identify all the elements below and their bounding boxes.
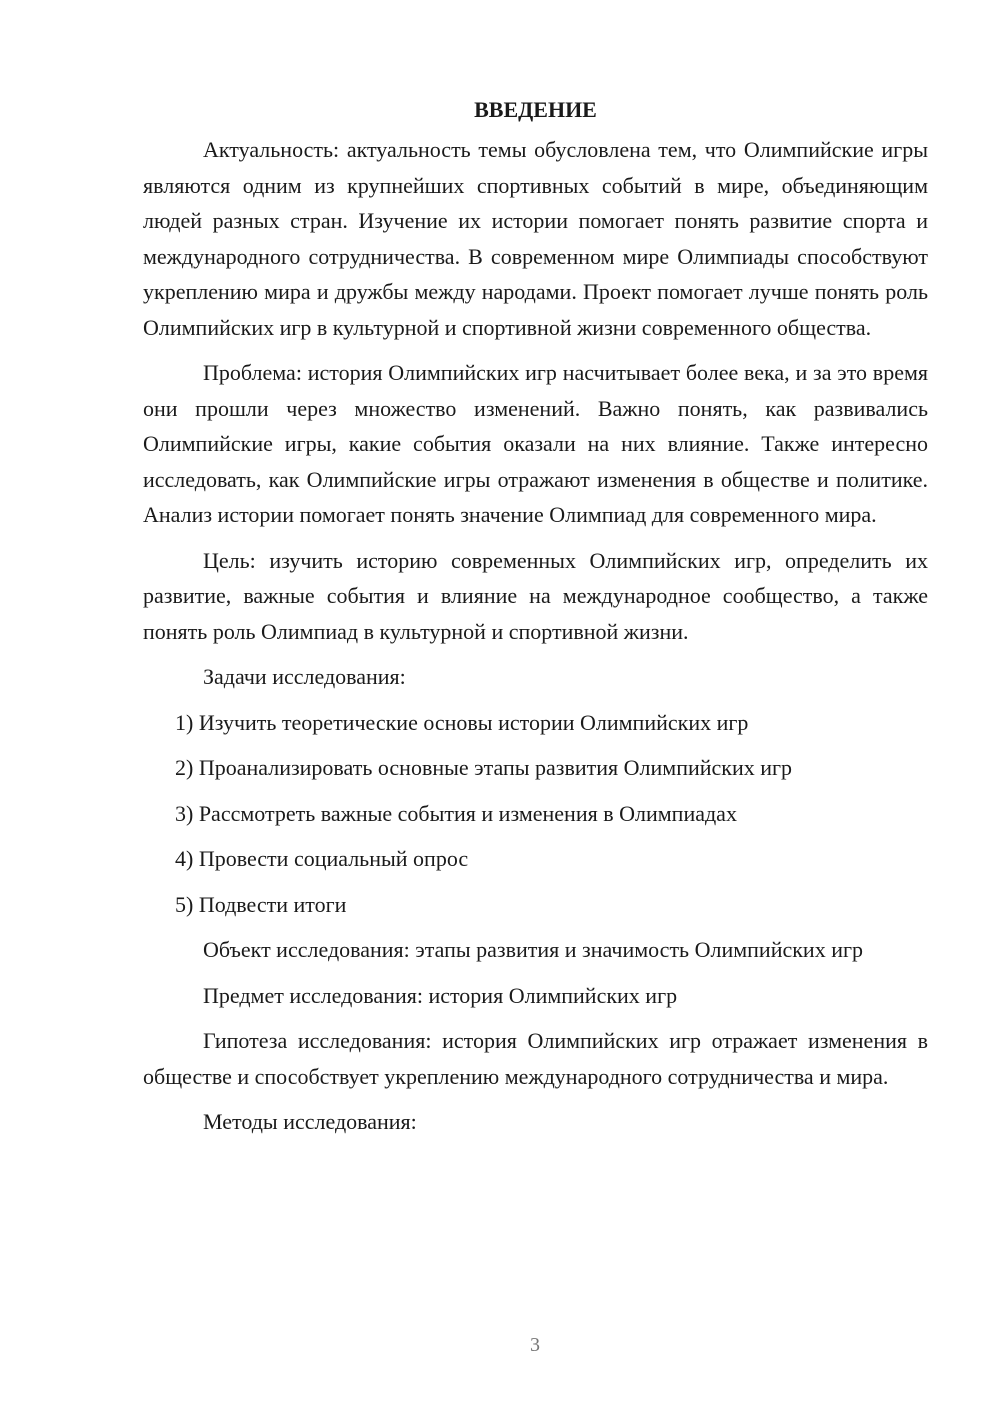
- document-title: ВВЕДЕНИЕ: [474, 97, 597, 122]
- paragraph-subject: Предмет исследования: история Олимпийских игр: [203, 982, 678, 1008]
- paragraph-hypothesis: Гипотеза исследования: история Олимпийских игр отражает изменения в обществе и способствует укреплению международного сотрудничества и мира.: [143, 1028, 928, 1089]
- paragraph-object: Объект исследования: этапы развития и значимость Олимпийских игр: [203, 937, 863, 962]
- list-item: 2) Проанализировать основные этапы развития Олимпийских игр: [175, 755, 793, 780]
- paragraph-goal: Цель: изучить историю современных Олимпийских игр, определить их развитие, важные события и влияние на международное сообщество, а также понять роль Олимпиад в культурной и спортивной жизни.: [143, 547, 928, 644]
- list-item: 5) Подвести итоги: [175, 891, 347, 917]
- document-page: [143, 92, 928, 1150]
- list-item: 1) Изучить теоретические основы истории Олимпийских игр: [175, 709, 749, 735]
- list-item: 3) Рассмотреть важные события и изменения в Олимпиадах: [175, 800, 737, 826]
- list-item: 4) Провести социальный опрос: [175, 846, 469, 871]
- page-number: 3: [530, 1334, 540, 1356]
- paragraph-methods: Методы исследования:: [203, 1109, 417, 1134]
- paragraph-tasks-heading: Задачи исследования:: [203, 664, 406, 689]
- paragraph-relevance: Актуальность: актуальность темы обусловлена тем, что Олимпийские игры являются одним из крупнейших спортивных событий в мире, объединяющим людей разных стран. Изучение их истории помогает понять развитие спорта и международного сотрудничества. В современном мире Олимпиады способствуют укреплению мира и дружбы между народами. Проект помогает лучше понять роль Олимпийских игр в культурной и спортивной жизни современного общества.: [143, 137, 928, 340]
- paragraph-problem: Проблема: история Олимпийских игр насчитывает более века, и за это время они прошли через множество изменений. Важно понять, как развивались Олимпийские игры, какие события оказали на них влияние. Также интересно исследовать, как Олимпийские игры отражают изменения в обществе и политике. Анализ истории помогает понять значение Олимпиад для современного мира.: [143, 360, 928, 527]
